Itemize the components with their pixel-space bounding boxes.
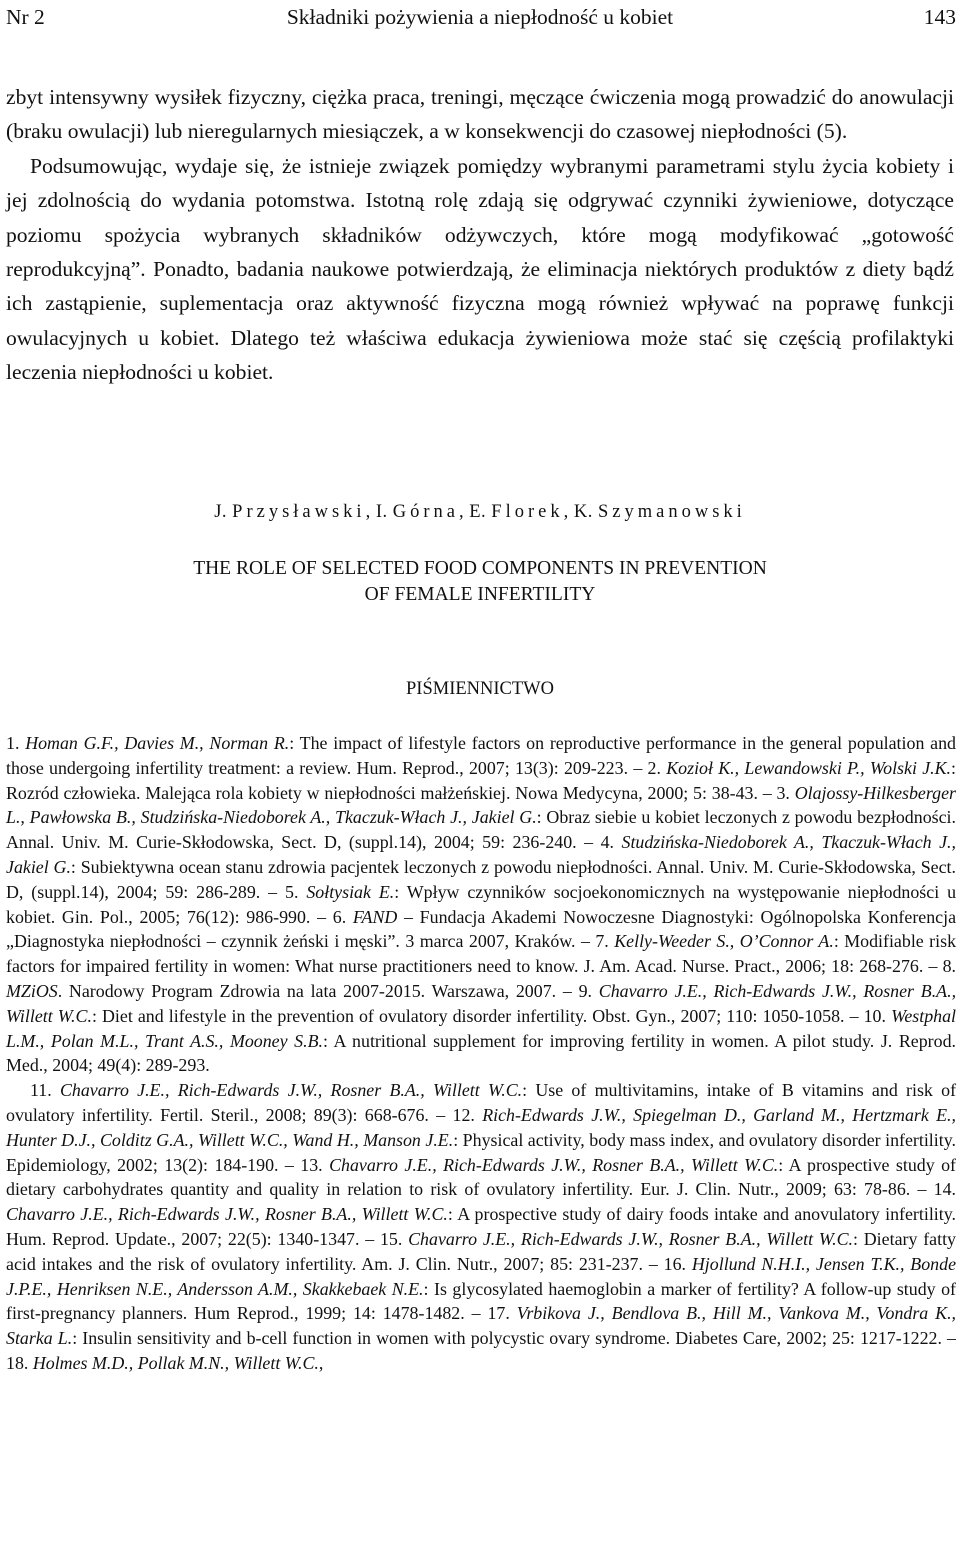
- reference-text: : Obraz siebie u kobiet leczonych z powodu bezpłodności. Annal. Univ. M. Curie-Skłodowska, Sect. D, (suppl.14), 2004; 59: 236-240.: [6, 807, 956, 853]
- reference-number: 11.: [30, 1080, 60, 1101]
- references-paragraph: 11. Chavarro J.E., Rich-Edwards J.W., Rosner B.A., Willett W.C.: Use of multivitamins, intake of B vitamins and risk of ovulatory infertility. Fertil. Steril., 2008; 89(3): 668-676. – 12. Rich-Edwards J.W., Spiegelman D., Garland M., Hertzmark E., Hunter D.J., Colditz G.A., Willett W.C., Wand H., Manson J.E.: Physical activity, body mass index, and ovulatory disorder infertility. Epidemiology, 2002; 13(2): 184-190. – 13. Chavarro J.E., Rich-Edwards J.W., Rosner B.A., Willett W.C.: A prospective study of dietary carbohydrates quantity and quality in relation to risk of ovulatory infertility. Eur. J. Clin. Nutr., 2009; 63: 78-86. – 14. Chavarro J.E., Rich-Edwards J.W., Rosner B.A., Willett W.C.: A prospective study of dairy foods intake and anovulatory infertility. Hum. Reprod. Update., 2007; 22(5): 1340-1347. – 15. Chavarro J.E., Rich-Edwards J.W., Rosner B.A., Willett W.C.: Dietary fatty acid intakes and the risk of ovulatory infertility. Am. J. Clin. Nutr., 2007; 85: 231-237. – 16. Hjollund N.H.I., Jensen T.K., Bonde J.P.E., Henriksen N.E., Andersson A.M., Skakkebaek N.E.: Is glycosylated haemoglobin a marker of fertility? A follow-up study of first-pregnancy planners. Hum Reprod., 1999; 14: 1478-1482. – 17. Vrbikova J., Bendlova B., Hill M., Vankova M., Vondra K., Starka L.: Insulin sensitivity and b-cell function in women with polycystic ovary syndrome. Diabetes Care, 2002; 25: 1217-1222. – 18. Holmes M.D., Pollak M.N., Willett W.C.,: [6, 1080, 957, 1373]
- reference-number: 7.: [595, 931, 615, 952]
- reference-number: 16.: [663, 1253, 692, 1274]
- author-surname: Górna: [392, 502, 459, 522]
- reference-number: 2.: [647, 757, 667, 778]
- author-initial: K.: [573, 502, 593, 522]
- reference-authors: Hjollund N.H.I., Jensen T.K., Bonde J.P.E., Henriksen N.E., Andersson A.M., Skakkebaek N.E.: [6, 1253, 957, 1299]
- author-surname: Szymanowski: [597, 502, 746, 522]
- reference-authors: Chavarro J.E., Rich-Edwards J.W., Rosner B.A., Willett W.C.: [6, 980, 957, 1026]
- reference-authors: Holmes M.D., Pollak M.N., Willett W.C.: [32, 1352, 319, 1373]
- reference-authors: Kelly-Weeder S., O’Connor A.: [614, 931, 834, 952]
- reference-text: : Dietary fatty acid intakes and the risk of ovulatory infertility. Am. J. Clin. Nutr., 2007; 85: 231-237.: [6, 1228, 956, 1274]
- reference-number: 17.: [487, 1303, 517, 1324]
- reference-text: : A prospective study of dairy foods intake and anovulatory infertility. Hum. Reprod. Update., 2007; 22(5): 1340-1347.: [6, 1204, 956, 1249]
- author-separator: ,: [563, 502, 574, 522]
- author-separator: ,: [458, 502, 470, 522]
- english-title-line-2: OF FEMALE INFERTILITY: [364, 584, 596, 605]
- reference-text: : A prospective study of dietary carbohydrates quantity and quality in relation to risk of ovulatory infertility. Eur. J. Clin. Nutr., 2009; 63: 78-86.: [6, 1154, 956, 1200]
- reference-authors: Vrbikova J., Bendlova B., Hill M., Vankova M., Vondra K., Starka L.: [6, 1303, 957, 1349]
- references-list: [6, 731, 956, 1376]
- reference-number: 10.: [863, 1005, 892, 1026]
- english-title: [100, 556, 860, 608]
- reference-number: 9.: [578, 980, 599, 1001]
- reference-text: : Insulin sensitivity and b-cell function in women with polycystic ovary syndrome. Diabetes Care, 2002; 25: 1217-1222.: [72, 1328, 942, 1349]
- reference-authors: Sołtysiak E.: [306, 881, 395, 902]
- reference-text: : The impact of lifestyle factors on reproductive performance in the general population and those undergoing infertility treatment: a review. Hum. Reprod., 2007; 13(3): 209-223.: [6, 733, 956, 778]
- author-separator: ,: [365, 502, 376, 522]
- reference-number: 14.: [933, 1179, 957, 1200]
- reference-authors: Olajossy-Hilkesberger L., Pawłowska B., Studzińska-Niedoborek A., Tkaczuk-Włach J., Jakiel G.: [6, 782, 956, 828]
- author-initial: J.: [214, 502, 228, 522]
- reference-number: 13.: [300, 1154, 330, 1175]
- issue-number: Nr 2: [6, 5, 45, 29]
- reference-text: ,: [318, 1352, 324, 1373]
- reference-item: [6, 1353, 323, 1373]
- reference-authors: Chavarro J.E., Rich-Edwards J.W., Rosner B.A., Willett W.C.: [59, 1080, 523, 1101]
- reference-number: 5.: [285, 881, 307, 902]
- reference-text: : A nutritional supplement for improving fertility in women. A pilot study. J. Reprod. Med., 2004; 49(4): 289-293.: [6, 1030, 956, 1076]
- reference-number: 1.: [6, 733, 26, 753]
- references-paragraph: 1. Homan G.F., Davies M., Norman R.: The impact of lifestyle factors on reproductive performance in the general population and those undergoing infertility treatment: a review. Hum. Reprod., 2007; 13(3): 209-223. – 2. Kozioł K., Lewandowski P., Wolski J.K.: Rozród człowieka. Malejąca rola kobiety w niepłodności małżeńskiej. Nowa Medycyna, 2000; 5: 38-43. – 3. Olajossy-Hilkesberger L., Pawłowska B., Studzińska-Niedoborek A., Tkaczuk-Włach J., Jakiel G.: Obraz siebie u kobiet leczonych z powodu bezpłodności. Annal. Univ. M. Curie-Skłodowska, Sect. D, (suppl.14), 2004; 59: 236-240. – 4. Studzińska-Niedoborek A., Tkaczuk-Włach J., Jakiel G.: Subiektywna ocean stanu zdrowia pacjentek leczonych z powodu niepłodności. Annal. Univ. M. Curie-Skłodowska, Sect. D, (suppl.14), 2004; 59: 286-289. – 5. Sołtysiak E.: Wpływ czynników socjoekonomicznych na występowanie niepłodności u kobiet. Gin. Pol., 2005; 76(12): 986-990. – 6. FAND – Fundacja Akademi Nowoczesne Diagnostyki: Ogólnopolska Konferencja „Diagnostyka niepłodności – czynnik żeński i męski”. 3 marca 2007, Kraków. – 7. Kelly-Weeder S., O’Connor A.: Modifiable risk factors for impaired fertility in women: What nurse practitioners need to know. J. Am. Acad. Nurse. Pract., 2006; 18: 268-276. – 8. MZiOS. Narodowy Program Zdrowia na lata 2007-2015. Warszawa, 2007. – 9. Chavarro J.E., Rich-Edwards J.W., Rosner B.A., Willett W.C.: Diet and lifestyle in the prevention of ovulatory disorder infertility. Obst. Gyn., 2007; 110: 1050-1058. – 10. Westphal L.M., Polan M.L., Trant A.S., Mooney S.B.: A nutritional supplement for improving fertility in women. A pilot study. J. Reprod. Med., 2004; 49(4): 289-293.: [6, 733, 957, 1076]
- reference-number: 8.: [942, 956, 956, 977]
- reference-authors: Chavarro J.E., Rich-Edwards J.W., Rosner B.A., Willett W.C.: [6, 1204, 448, 1225]
- reference-authors: Chavarro J.E., Rich-Edwards J.W., Rosner B.A., Willett W.C.: [329, 1154, 779, 1175]
- reference-number: 3.: [776, 782, 795, 803]
- reference-text: – Fundacja Akademi Nowoczesne Diagnostyki: Ogólnopolska Konferencja „Diagnostyka niepłodności – czynnik żeński i męski”. 3 marca 2007, Kraków.: [6, 906, 957, 952]
- body-text: [6, 80, 954, 390]
- reference-authors: Studzińska-Niedoborek A., Tkaczuk-Włach J., Jakiel G.: [6, 832, 956, 877]
- reference-text: : Use of multivitamins, intake of B vitamins and risk of ovulatory infertility. Fertil. Steril., 2008; 89(3): 668-676.: [6, 1080, 957, 1125]
- reference-text: : Subiektywna ocean stanu zdrowia pacjentek leczonych z powodu niepłodności. Annal. Univ. M. Curie-Skłodowska, Sect. D, (suppl.14), 2004; 59: 286-289.: [6, 856, 956, 902]
- reference-number: 15.: [379, 1228, 409, 1249]
- reference-text: : Modifiable risk factors for impaired fertility in women: What nurse practitioners need to know. J. Am. Acad. Nurse. Pract., 2006; 18: 268-276.: [6, 931, 957, 977]
- page-number: 143: [923, 5, 956, 29]
- author-initial: E.: [469, 502, 487, 522]
- paragraph-1: zbyt intensywny wysiłek fizyczny, ciężka praca, treningi, męczące ćwiczenia mogą prowadzić do anowulacji (braku owulacji) lub nieregularnych miesiączek, a w konsekwencji do czasowej niepłodności (5).: [6, 85, 954, 144]
- reference-text: . Narodowy Program Zdrowia na lata 2007-2015. Warszawa, 2007.: [57, 980, 557, 1001]
- reference-text: : Rozród człowieka. Malejąca rola kobiety w niepłodności małżeńskiej. Nowa Medycyna, 2000; 5: 38-43.: [6, 757, 957, 803]
- author-surname: Przysławski: [232, 502, 366, 522]
- reference-authors: Chavarro J.E., Rich-Edwards J.W., Rosner B.A., Willett W.C.: [408, 1228, 853, 1249]
- reference-text: : Diet and lifestyle in the prevention of ovulatory disorder infertility. Obst. Gyn., 2007; 110: 1050-1058.: [91, 1005, 845, 1026]
- bibliography-heading: PIŚMIENNICTWO: [406, 679, 554, 699]
- running-header: [0, 0, 960, 32]
- english-title-line-1: THE ROLE OF SELECTED FOOD COMPONENTS IN PREVENTION: [193, 558, 767, 579]
- reference-number: 6.: [332, 906, 353, 927]
- reference-text: : Wpływ czynników socjoekonomicznych na występowanie niepłodności u kobiet. Gin. Pol., 2005; 76(12): 986-990.: [6, 881, 957, 927]
- reference-authors: MZiOS: [6, 980, 58, 1001]
- paragraph-2: Podsumowując, wydaje się, że istnieje związek pomiędzy wybranymi parametrami stylu życia kobiety i jej zdolnością do wydania potomstwa. Istotną rolę zdają się odgrywać czynniki żywieniowe, dotyczące poziomu spożycia wybranych składników odżywczych, które mogą modyfikować „gotowość reprodukcyjną”. Ponadto, badania naukowe potwierdzają, że eliminacja niektórych produktów z diety bądź ich zastąpienie, suplementacja oraz aktywność fizyczna mogą również wpływać na poprawę funkcji owulacyjnych u kobiet. Dlatego też właściwa edukacja żywieniowa może stać się częścią profilaktyki leczenia niepłodności u kobiet.: [6, 153, 954, 385]
- authors-line: [0, 502, 960, 523]
- author-initial: I.: [375, 502, 388, 522]
- author-surname: Florek: [491, 502, 564, 522]
- reference-authors: Rich-Edwards J.W., Spiegelman D., Garland M., Hertzmark E., Hunter D.J., Colditz G.A., Willett W.C., Wand H., Manson J.E.: [6, 1104, 956, 1150]
- reference-number: 12.: [452, 1104, 483, 1125]
- running-title: Składniki pożywienia a niepłodność u kobiet: [286, 5, 674, 29]
- reference-authors: Westphal L.M., Polan M.L., Trant A.S., Mooney S.B.: [6, 1005, 957, 1051]
- reference-text: : Physical activity, body mass index, and ovulatory disorder infertility. Epidemiology, 2002; 13(2): 184-190.: [6, 1129, 956, 1175]
- reference-authors: Kozioł K., Lewandowski P., Wolski J.K.: [666, 757, 952, 778]
- reference-authors: Homan G.F., Davies M., Norman R.: [25, 733, 290, 753]
- reference-number: 4.: [600, 832, 622, 853]
- reference-text: : Is glycosylated haemoglobin a marker of fertility? A follow-up study of first-pregnancy planners. Hum Reprod., 1999; 14: 1478-1482.: [6, 1278, 956, 1324]
- reference-authors: FAND: [352, 906, 398, 927]
- reference-number: 18.: [6, 1352, 33, 1373]
